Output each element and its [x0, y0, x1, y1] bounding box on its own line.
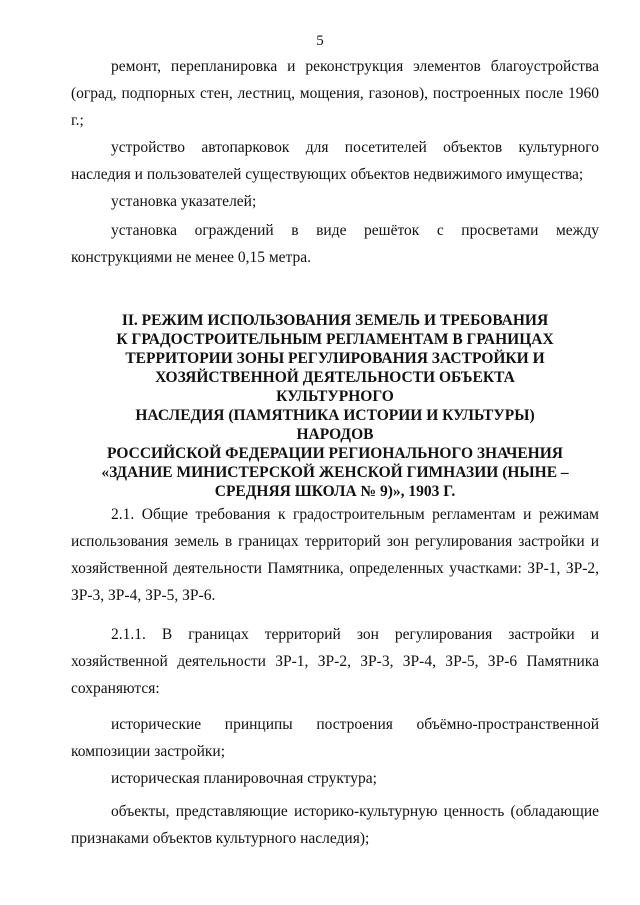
section-heading-line: II. РЕЖИМ ИСПОЛЬЗОВАНИЯ ЗЕМЕЛЬ И ТРЕБОВАНИЯ	[121, 312, 549, 329]
section-heading-line: РОССИЙСКОЙ ФЕДЕРАЦИИ РЕГИОНАЛЬНОГО ЗНАЧЕНИЯ	[107, 445, 563, 462]
section-heading	[96, 311, 574, 501]
section-heading-line: ТЕРРИТОРИИ ЗОНЫ РЕГУЛИРОВАНИЯ ЗАСТРОЙКИ И	[125, 350, 545, 367]
section-heading-line: «ЗДАНИЕ МИНИСТЕРСКОЙ ЖЕНСКОЙ ГИМНАЗИИ (НЫНЕ –	[101, 464, 569, 481]
paragraph-repair-landscaping: ремонт, перепланировка и реконструкция элементов благоустройства (оград, подпорных стен, лестниц, мощения, газонов), построенных после 1960 г.;	[71, 58, 599, 129]
paragraph-parking: устройство автопарковок для посетителей объектов культурного наследия и пользователей существующих объектов недвижимого имущества;	[71, 139, 599, 183]
paragraph-2-1-1: 2.1.1. В границах территорий зон регулирования застройки и хозяйственной деятельности ЗР-1, ЗР-2, ЗР-3, ЗР-4, ЗР-5, ЗР-6 Памятника сохраняются:	[71, 626, 599, 697]
section-heading-line: СРЕДНЯЯ ШКОЛА № 9)», 1903 Г.	[214, 483, 456, 500]
paragraph-signs: установка указателей;	[111, 193, 257, 210]
paragraph-heritage-objects: объекты, представляющие историко-культурную ценность (обладающие признаками объектов культурного наследия);	[71, 803, 599, 847]
section-heading-line: К ГРАДОСТРОИТЕЛЬНЫМ РЕГЛАМЕНТАМ В ГРАНИЦАХ	[116, 331, 554, 348]
page-number: 5	[316, 33, 324, 49]
section-heading-line: ХОЗЯЙСТВЕННОЙ ДЕЯТЕЛЬНОСТИ ОБЪЕКТА КУЛЬТУРНОГО	[155, 369, 515, 405]
section-heading-line: НАСЛЕДИЯ (ПАМЯТНИКА ИСТОРИИ И КУЛЬТУРЫ) НАРОДОВ	[135, 407, 535, 443]
paragraph-planning-structure: историческая планировочная структура;	[111, 770, 377, 787]
paragraph-composition: исторические принципы построения объёмно-пространственной композиции застройки;	[71, 716, 599, 760]
paragraph-fences: установка ограждений в виде решёток с просветами между конструкциями не менее 0,15 метра.	[71, 222, 599, 266]
paragraph-2-1: 2.1. Общие требования к градостроительным регламентам и режимам использования земель в границах территорий зон регулирования застройки и хозяйственной деятельности Памятника, определенных участками: ЗР-1, ЗР-2, ЗР-3, ЗР-4, ЗР-5, ЗР-6.	[71, 506, 599, 604]
